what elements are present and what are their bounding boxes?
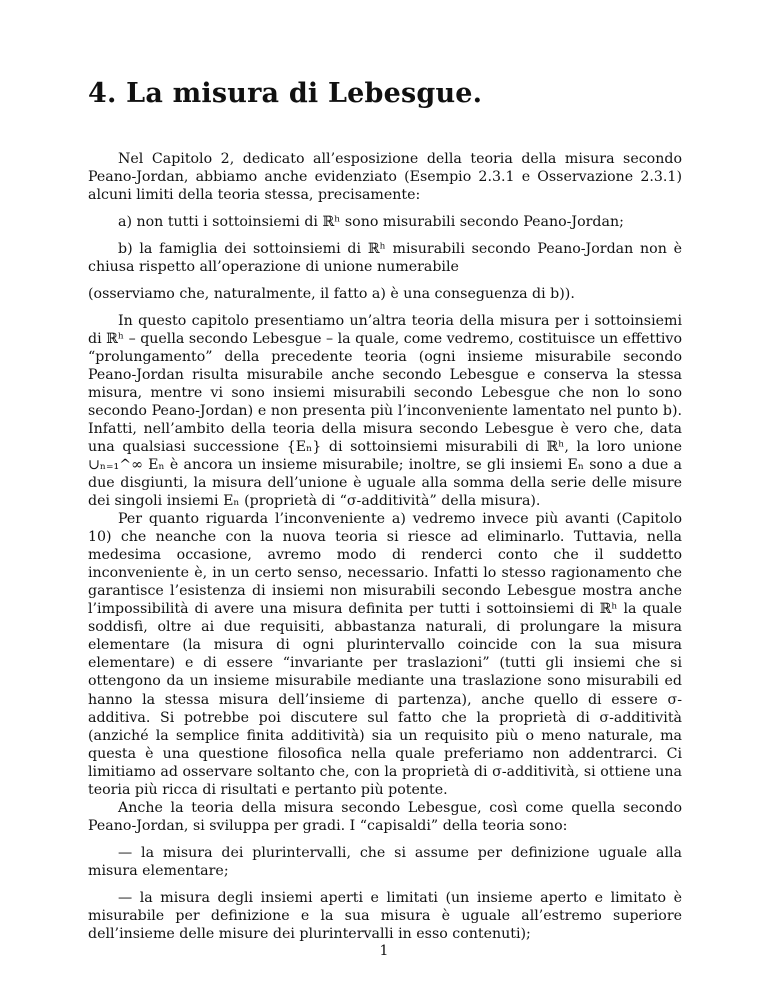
paragraph-lebesgue-theory: In questo capitolo presentiamo un’altra teoria della misura per i sottoinsiemi di ℝʰ – quella secondo Lebesgue – la quale, come vedremo, costituisce un effettivo “prolungamento” della precedente teoria (ogni insieme misurabile secondo Peano-Jordan risulta misurabile anche secondo Lebesgue e conserva la stessa misura, mentre vi sono insiemi misurabili secondo Lebesgue che non lo sono secondo Peano-Jordan) e non presenta più l’inconveniente lamentato nel punto b). Infatti, nell’ambito della teoria della misura secondo Lebesgue è vero che, data una qualsiasi successione {Eₙ} di sottoinsiemi misurabili di ℝʰ, la loro unione ∪ₙ₌₁^∞ Eₙ è ancora un insieme misurabile; inoltre, se gli insiemi Eₙ sono a due a due disgiunti, la misura dell’unione è uguale alla somma della serie delle misure dei singoli insiemi Eₙ (proprietà di “σ-additività” della misura). [88, 312, 682, 509]
paragraph-inconvenience: Per quanto riguarda l’inconveniente a) vedremo invece più avanti (Capitolo 10) che neanche con la nuova teoria si riesce ad eliminarlo. Tuttavia, nella medesima occasione, avremo modo di renderci conto che il suddetto inconveniente è, in un certo senso, necessario. Infatti lo stesso ragionamento che garantisce l’esistenza di insiemi non misurabili secondo Lebesgue mostra anche l’impossibilità di avere una misura definita per tutti i sottoinsiemi di ℝʰ la quale soddisfi, oltre ai due requisiti, abbastanza naturali, di prolungare la misura elementare (la misura di ogni plurintervallo coincide con la sua misura elementare) e di essere “invariante per traslazioni” (tutti gli insiemi che si ottengono da un insieme misurabile mediante una traslazione sono misurabili ed hanno la stessa misura dell’insieme di partenza), anche quello di essere σ-additiva. Si potrebbe poi discutere sul fatto che la proprietà di σ-additività (anziché la semplice finita additività) sia un requisito più o meno naturale, ma questa è una questione filosofica nella quale preferiamo non addentrarci. Ci limitiamo ad osservare soltanto che, con la proprietà di σ-additività, si ottiene una teoria più ricca di risultati e pertanto più potente. [88, 511, 682, 798]
chapter-title: 4. La misura di Lebesgue. [88, 78, 483, 109]
paragraph-intro: Nel Capitolo 2, dedicato all’esposizione della teoria della misura secondo Peano-Jordan, abbiamo anche evidenziato (Esempio 2.3.1 e Osservazione 2.3.1) alcuni limiti della teoria stessa, precisamente: [88, 151, 682, 204]
paragraph-plurintervals: — la misura dei plurintervalli, che si assume per definizione uguale alla misura elementare; [88, 844, 682, 879]
paragraph-remark: (osserviamo che, naturalmente, il fatto a) è una conseguenza di b)). [88, 285, 575, 302]
paragraph-item-b: b) la famiglia dei sottoinsiemi di ℝʰ misurabili secondo Peano-Jordan non è chiusa rispetto all’operazione di unione numerabile [88, 240, 682, 275]
paragraph-cornerstones: Anche la teoria della misura secondo Lebesgue, così come quella secondo Peano-Jordan, si sviluppa per gradi. I “capisaldi” della teoria sono: [88, 799, 682, 834]
page-number: 1 [379, 943, 389, 959]
paragraph-open-sets: — la misura degli insiemi aperti e limitati (un insieme aperto e limitato è misurabile per definizione e la sua misura è uguale all’estremo superiore dell’insieme delle misure dei plurintervalli in esso contenuti); [88, 889, 682, 942]
body-text [88, 150, 682, 943]
paragraph-item-a: a) non tutti i sottoinsiemi di ℝʰ sono misurabili secondo Peano-Jordan; [118, 213, 624, 230]
